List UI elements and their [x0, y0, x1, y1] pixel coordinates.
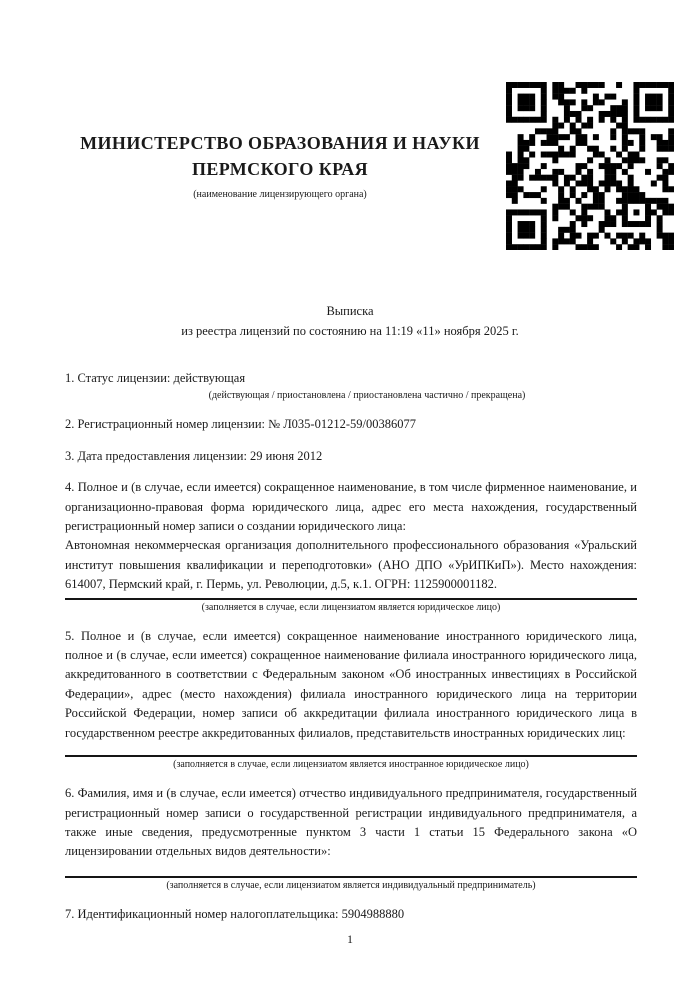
- license-grant-date-text: 3. Дата предоставления лицензии: 29 июня 2012: [65, 448, 323, 463]
- legal-entity-caption: (заполняется в случае, если лицензиатом является юридическое лицо): [201, 601, 501, 613]
- foreign-legal-entity-label: 5. Полное и (в случае, если имеется) сокращенное наименование иностранного юридического лица, полное и (в случае, если имеется) сокращенное наименование филиала иностранного юридического лица, аккредитованного в соответствии с Федеральным законом «Об иностранных инвестициях в Российской Федерации», адрес (место нахождения) филиала иностранного юридического лица на территории Российской Федерации, номер записи об аккредитации филиала иностранного юридического лица в государственном реестре аккредитованных филиалов, представительств иностранных юридических лиц:: [65, 628, 637, 740]
- document-title: [0, 301, 700, 341]
- license-status-text: 1. Статус лицензии: действующая: [65, 371, 246, 385]
- document-header: [65, 130, 495, 201]
- item-individual-entrepreneur: [65, 784, 637, 893]
- legal-entity-value: Автономная некоммерческая организация дополнительного профессионального образования «Уральский институт повышения квалификации и переподготовки» (АНО ДПО «УрИПКиП»). Место нахождения: 614007, Пермский край, г. Пермь, ул. Революции, д.5, к.1. ОГРН: 1125900001182.: [65, 538, 637, 592]
- authority-caption: (наименование лицензирующего органа): [193, 189, 367, 200]
- document-body: [65, 369, 637, 924]
- taxpayer-id-text: 7. Идентификационный номер налогоплательщика: 5904988880: [65, 906, 405, 921]
- document-title-line2: из реестра лицензий по состоянию на 11:19 «11» ноября 2025 г.: [181, 324, 519, 338]
- foreign-legal-entity-caption: (заполняется в случае, если лицензиатом является иностранное юридическое лицо): [173, 759, 529, 771]
- item-registration-number: [65, 415, 637, 434]
- item-foreign-legal-entity: [65, 627, 637, 772]
- registration-number-text: 2. Регистрационный номер лицензии: № Л035-01212-59/00386077: [65, 417, 416, 432]
- licensing-authority-name: [65, 130, 495, 182]
- license-status-options-caption: (действующая / приостановлена / приостановлена частично / прекращена): [208, 390, 526, 402]
- qr-code-icon: [506, 82, 674, 250]
- document-title-line1: Выписка: [326, 304, 374, 318]
- item-license-status: [65, 369, 637, 403]
- individual-entrepreneur-label: 6. Фамилия, имя и (в случае, если имеется) отчество индивидуального предпринимателя, государственный регистрационный номер записи о государственной регистрации индивидуального предпринимателя, а также иные сведения, предусмотренные пунктом 3 части 1 статьи 15 Федерального закона «О лицензировании отдельных видов деятельности»:: [65, 786, 637, 859]
- page-number: 1: [347, 932, 353, 946]
- ministry-name-line2: ПЕРМСКОГО КРАЯ: [191, 159, 369, 179]
- item-license-grant-date: [65, 447, 637, 466]
- item-legal-entity: [65, 478, 637, 614]
- individual-entrepreneur-caption: (заполняется в случае, если лицензиатом является индивидуальный предприниматель): [166, 879, 536, 891]
- ministry-name-line1: МИНИСТЕРСТВО ОБРАЗОВАНИЯ И НАУКИ: [80, 133, 480, 153]
- legal-entity-label: 4. Полное и (в случае, если имеется) сокращенное наименование, в том числе фирменное наименование, и организационно-правовая форма юридического лица, адрес его места нахождения, государственный регистрационный номер записи о создании юридического лица:: [65, 480, 637, 534]
- item-taxpayer-id: [65, 905, 637, 924]
